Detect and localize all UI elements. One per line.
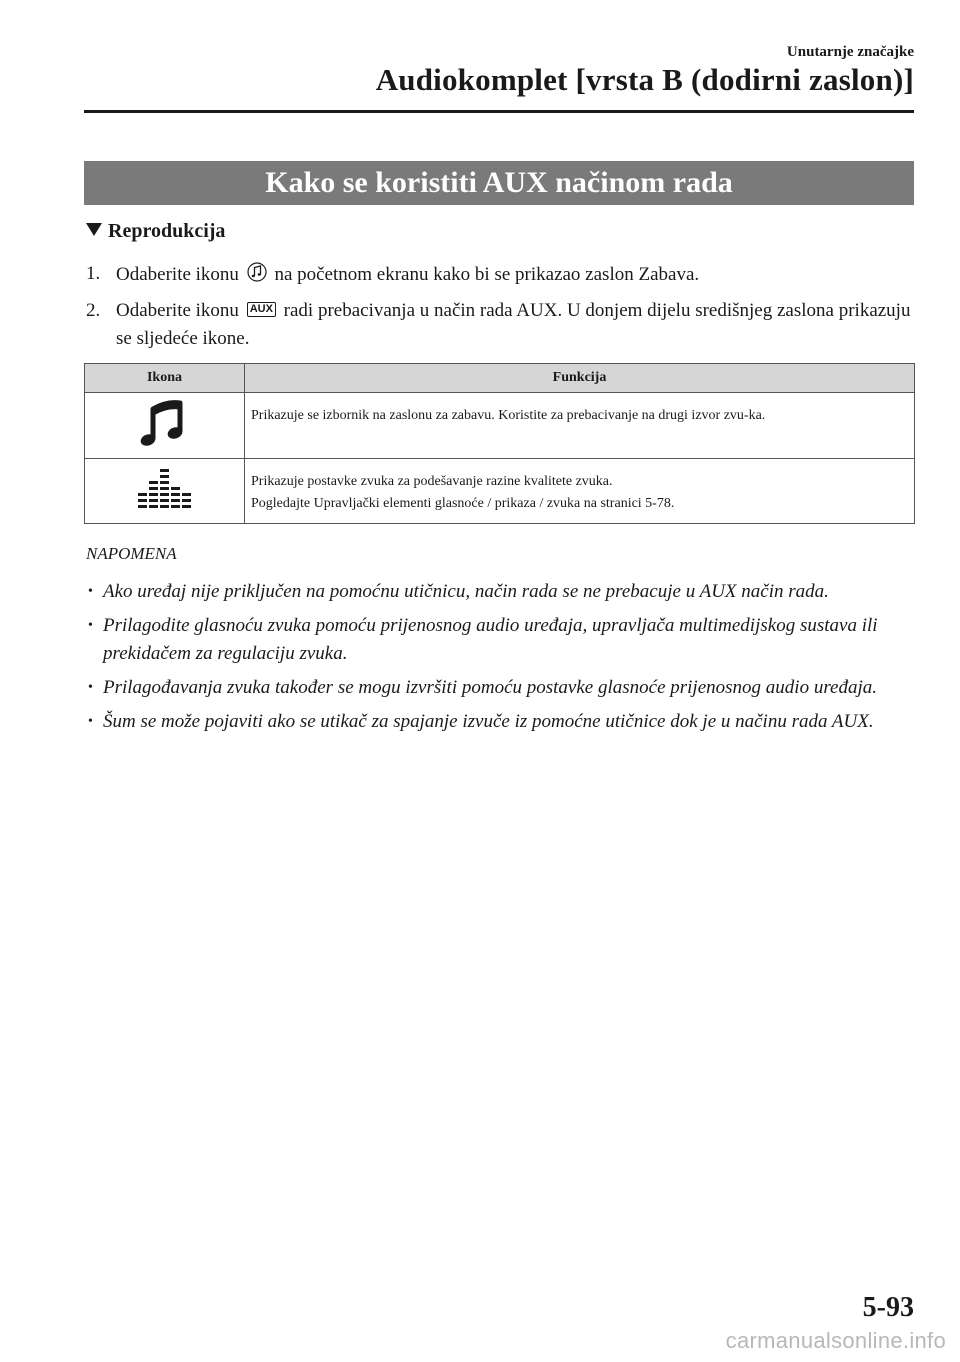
table-header-icon: Ikona [85,364,245,393]
header-title: Audiokomplet [vrsta B (dodirni zaslon)] [375,62,914,97]
step-text [116,297,914,353]
table-desc-cell: Prikazuje se izbornik na zaslonu za zabavu. Koristite za prebacivanje na drugi izvor zvu-ka. [245,393,915,459]
page-number: 5-93 [862,1292,914,1323]
note-list [88,578,914,742]
step-item [86,260,914,293]
table-row [85,393,915,459]
step-text-before: Odaberite ikonu [116,300,239,321]
note-title: NAPOMENA [86,544,177,563]
section-banner: Kako se koristiti AUX načinom rada [84,161,914,205]
bullet-icon: • [88,584,93,599]
step-text-before: Odaberite ikonu [116,264,239,285]
step-number: 2. [86,300,101,321]
list-item [88,612,914,668]
equalizer-icon [137,500,193,515]
table-icon-cell [85,459,245,524]
header-subtitle: Unutarnje značajke [786,44,914,60]
list-item [88,674,914,702]
step-text-after: radi prebacivanja u način rada AUX. U donjem dijelu središnjeg zaslona prikazuju se sljedeće ikone. [116,300,911,349]
step-text [116,260,914,293]
subheading [86,220,225,243]
aux-icon: AUX [247,302,276,317]
table-header-row [85,364,915,393]
list-item [88,578,914,606]
bullet-icon: • [88,618,93,633]
step-number: 1. [86,263,101,284]
table-row [85,459,915,524]
bullet-icon: • [88,680,93,695]
music-note-icon [140,438,190,453]
table-desc-line: Pogledajte Upravljački elementi glasnoće / prikaza / zvuka na stranici 5-78. [251,496,675,511]
table-desc-cell [245,459,915,524]
header-rule [84,110,914,113]
bullet-icon: • [88,714,93,729]
triangle-marker-icon [86,223,102,236]
table-icon-cell [85,393,245,459]
note-text: Prilagodite glasnoću zvuka pomoću prijenosnog audio uređaja, upravljača multimedijskog sustava ili prekidačem za regulaciju zvuka. [103,615,878,664]
watermark: carmanualsonline.info [725,1328,946,1353]
step-text-after: na početnom ekranu kako bi se prikazao zaslon Zabava. [274,264,700,285]
music-note-icon [247,260,267,293]
subheading-text: Reprodukcija [108,220,226,242]
list-item [88,708,914,736]
table-header-function: Funkcija [245,364,915,393]
note-text: Prilagođavanja zvuka također se mogu izvršiti pomoću postavke glasnoće prijenosnog audio uređaja. [103,677,877,698]
step-item [86,297,914,353]
note-text: Šum se može pojaviti ako se utikač za spajanje izvuče iz pomoćne utičnice dok je u načinu rada AUX. [103,711,874,732]
function-table [84,363,915,524]
table-desc-line: Prikazuje postavke zvuka za podešavanje razine kvalitete zvuka. [251,474,613,489]
steps-list [86,260,914,357]
note-text: Ako uređaj nije priključen na pomoćnu utičnicu, način rada se ne prebacuje u AUX način rada. [103,581,829,602]
